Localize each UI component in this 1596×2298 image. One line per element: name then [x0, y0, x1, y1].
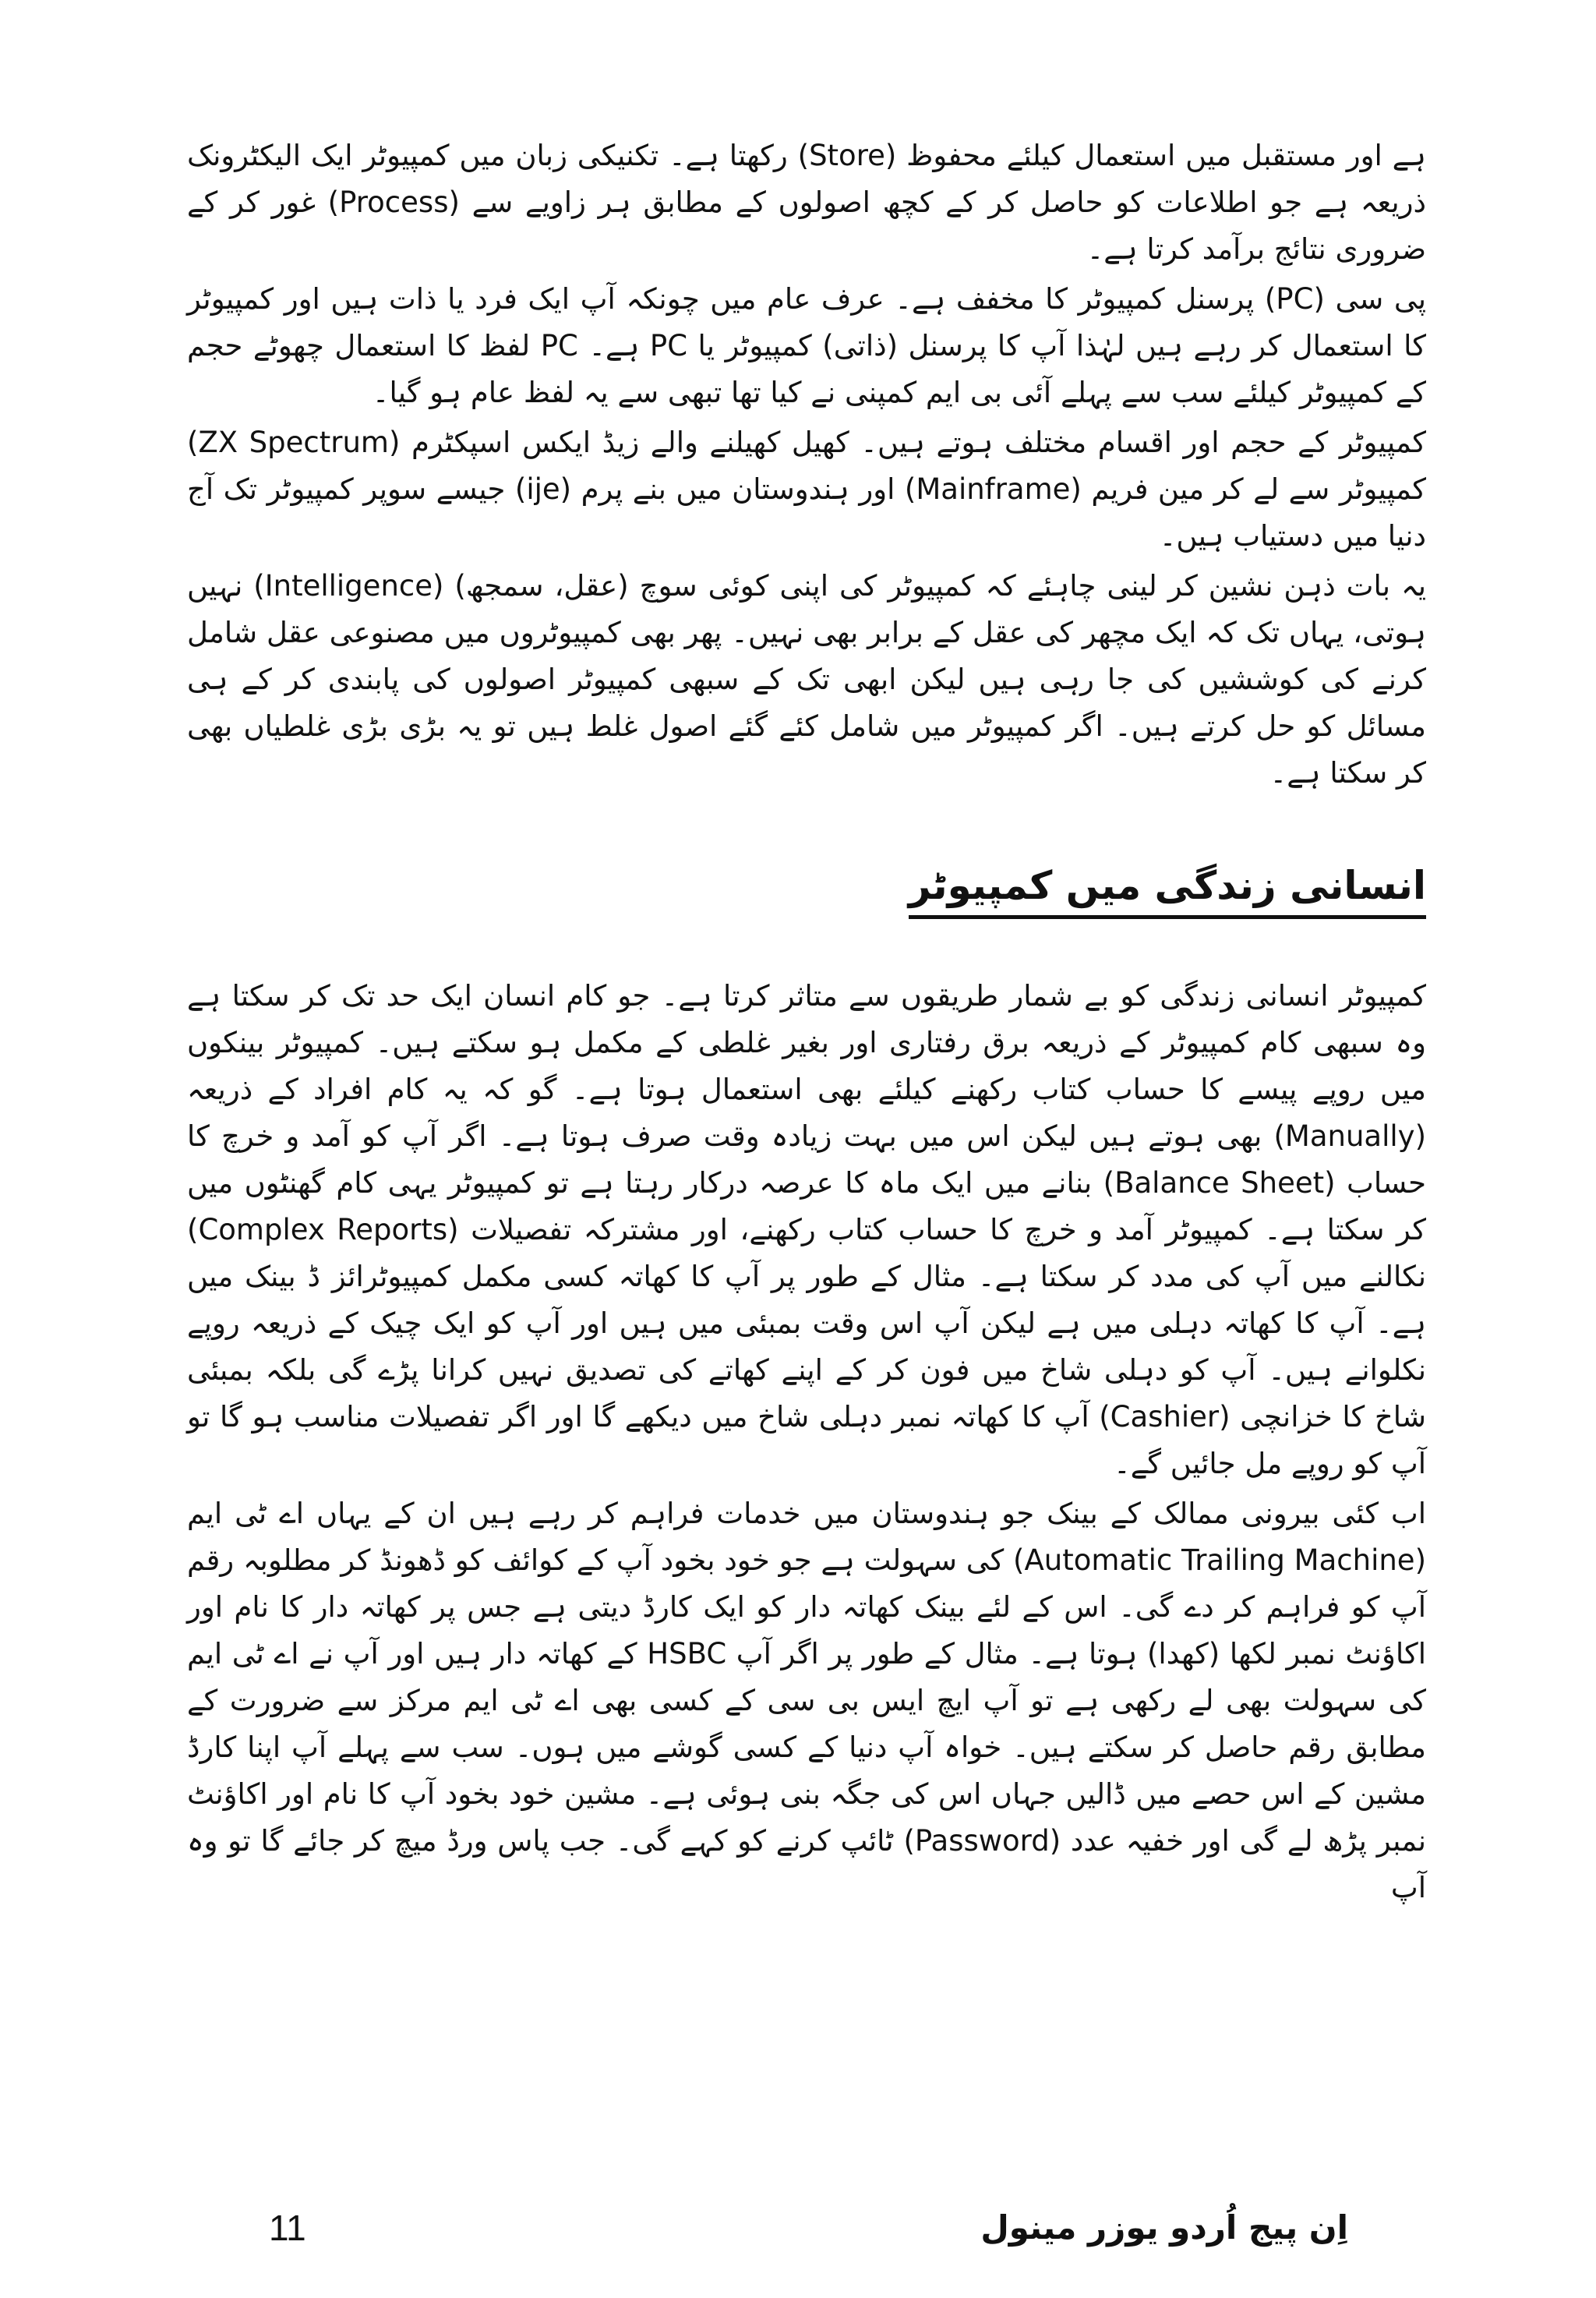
paragraph-computer-in-life: کمپیوٹر انسانی زندگی کو بے شمار طریقوں سے متاثر کرتا ہے۔ جو کام انسان ایک حد تک کر سکتا ہے وہ سبھی کام کمپیوٹر کے ذریعہ برق رفتاری اور بغیر غلطی کے مکمل ہو سکتے ہیں۔ کمپیوٹر بینکوں میں روپے پیسے کا حساب کتاب رکھنے کیلئے بھی استعمال ہوتا ہے۔ گو کہ یہ کام افراد کے ذریعہ (Manually) بھی ہوتے ہیں لیکن اس میں بہت زیادہ وقت صرف ہوتا ہے۔ اگر آپ کو آمد و خرچ کا حساب (Balance Sheet) بنانے میں ایک ماہ کا عرصہ درکار رہتا ہے تو کمپیوٹر یہی کام گھنٹوں میں کر سکتا ہے۔ کمپیوٹر آمد و خرچ کا حساب کتاب رکھنے، اور مشترکہ تفصیلات (Complex Reports) نکالنے میں آپ کی مدد کر سکتا ہے۔ مثال کے طور پر آپ کا کھاتہ کسی مکمل کمپیوٹرائز ڈ بینک میں ہے۔ آپ کا کھاتہ دہلی میں ہے لیکن آپ اس وقت بمبئی میں ہیں اور آپ کو ایک چیک کے ذریعہ روپے نکلوانے ہیں۔ آپ کو دہلی شاخ میں فون کر کے اپنے کھاتے کی تصدیق نہیں کرانا پڑے گی بلکہ بمبئی شاخ کا خزانچی (Cashier) آپ کا کھاتہ نمبر دہلی شاخ میں دیکھے گا اور اگر تفصیلات مناسب ہو گا تو آپ کو روپے مل جائیں گے۔	[187, 979, 1427, 1480]
section-heading: انسانی زندگی میں کمپیوٹر	[909, 857, 1426, 919]
footer-title: اِن پیج اُردو یوزر مینول	[980, 2208, 1348, 2247]
document-page	[187, 0, 1426, 2298]
paragraph-atm: اب کئی بیرونی ممالک کے بینک جو ہندوستان میں خدمات فراہم کر رہے ہیں ان کے یہاں اے ٹی ایم (Automatic Trailing Machine) کی سہولت ہے جو خود بخود آپ کے کوائف کو ڈھونڈ کر مطلوبہ رقم آپ کو فراہم کر دے گی۔ اس کے لئے بینک کھاتہ دار کو ایک کارڈ دیتی ہے جس پر کھاتہ دار کا نام اور اکاؤنٹ نمبر لکھا (کھدا) ہوتا ہے۔ مثال کے طور پر اگر آپ HSBC کے کھاتہ دار ہیں اور آپ نے اے ٹی ایم کی سہولت بھی لے رکھی ہے تو آپ ایچ ایس بی سی کے کسی بھی اے ٹی ایم مرکز سے ضرورت کے مطابق رقم حاصل کر سکتے ہیں۔ خواہ آپ دنیا کے کسی گوشے میں ہوں۔ سب سے پہلے آپ اپنا کارڈ مشین کے اس حصے میں ڈالیں جہاں اس کی جگہ بنی ہوئی ہے۔ مشین خود بخود آپ کا نام اور اکاؤنٹ نمبر پڑھ لے گی اور خفیہ عدد (Password) ٹائپ کرنے کو کہے گی۔ جب پاس ورڈ میچ کر جائے گا تو وہ آپ	[187, 1497, 1427, 1904]
page-footer	[187, 2197, 1426, 2259]
page-body	[187, 133, 1426, 1914]
section-heading-wrapper	[187, 825, 1426, 951]
paragraph-computer-sizes: کمپیوٹر کے حجم اور اقسام مختلف ہوتے ہیں۔ کھیل کھیلنے والے زیڈ ایکس اسپکٹرم (ZX Spectrum) کمپیوٹر سے لے کر مین فریم (Mainframe) اور ہندوستان میں بنے پرم (ije) جیسے سوپر کمپیوٹر تک آج دنیا میں دستیاب ہیں۔	[187, 426, 1426, 553]
paragraph-pc-definition: پی سی (PC) پرسنل کمپیوٹر کا مخفف ہے۔ عرف عام میں چونکہ آپ ایک فرد یا ذات ہیں اور کمپیوٹر کا استعمال کر رہے ہیں لہٰذا آپ کا پرسنل (ذاتی) کمپیوٹر یا PC ہے۔ PC لفظ کا استعمال چھوٹے حجم کے کمپیوٹر کیلئے سب سے پہلے آئی بی ایم کمپنی نے کیا تھا تبھی سے یہ لفظ عام ہو گیا۔	[187, 282, 1426, 409]
paragraph-intelligence: یہ بات ذہن نشین کر لینی چاہئے کہ کمپیوٹر کی اپنی کوئی سوچ (عقل، سمجھ) (Intelligence) نہیں ہوتی، یہاں تک کہ ایک مچھر کی عقل کے برابر بھی نہیں۔ پھر بھی کمپیوٹروں میں مصنوعی عقل شامل کرنے کی کوششیں کی جا رہی ہیں لیکن ابھی تک کے سبھی کمپیوٹر اصولوں کی پابندی کر کے ہی مسائل کو حل کرتے ہیں۔ اگر کمپیوٹر میں شامل کئے گئے اصول غلط ہیں تو یہ بڑی بڑی غلطیاں بھی کر سکتا ہے۔	[187, 569, 1426, 790]
page-number: 11	[269, 2208, 306, 2248]
paragraph-store-process: ہے اور مستقبل میں استعمال کیلئے محفوظ (Store) رکھتا ہے۔ تکنیکی زبان میں کمپیوٹر ایک الیکٹرونک ذریعہ ہے جو اطلاعات کو حاصل کر کے کچھ اصولوں کے مطابق ہر زاویے سے (Process) غور کر کے ضروری نتائج برآمد کرتا ہے۔	[187, 139, 1427, 266]
